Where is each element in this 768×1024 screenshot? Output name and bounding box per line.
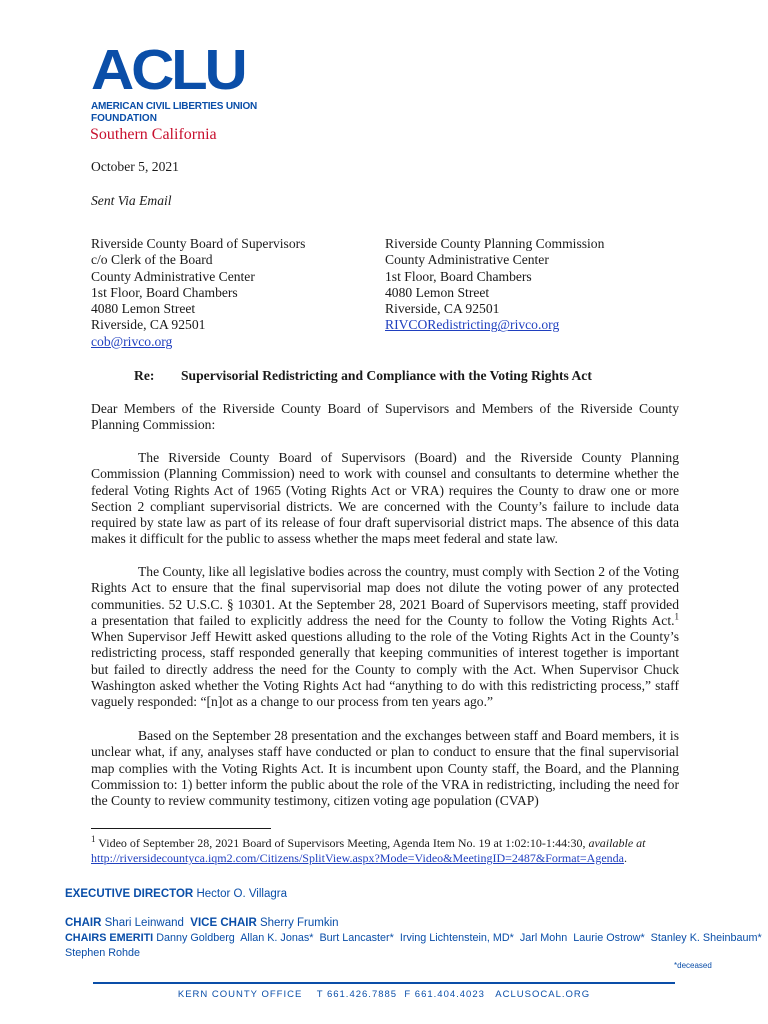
org-foundation: FOUNDATION [91,113,157,124]
address-line: Riverside, CA 92501 [91,317,206,333]
body-paragraph-2: The County, like all legislative bodies across the country, must comply with Section 2 of the Voting Rights Act to ensure that the final supervisorial map does not dilute the voting power of any protected communities. 52 U.S.C. § 10301. At the September 28, 2021 Board of Supervisors meeting, staff provided a presentation that failed to explicitly address the need for the County to follow the Voting Rights Act.$^1$ When Supervisor Jeff Hewitt asked questions alluding to the role of the Voting Rights Act in the County’s redistricting process, staff responded generally that keeping communities of interest together is important but failed to directly address the need for the County to comply with the Act. When Supervisor Chuck Washington asked whether the Voting Rights Act had “anything to do with this redistricting process,” staff vaguely responded: “[n]ot as a change to our process from ten years ago.” [91,564,679,710]
delivery-method: Sent Via Email [91,193,172,208]
chairs-emeriti: CHAIRS EMERITI Danny Goldberg Allan K. Jonas* Burt Lancaster* Irving Lichtenstein, MD* Jarl Mohn Laurie Ostrow* Stanley K. Sheinbaum* [65,932,762,944]
body-paragraph-1: The Riverside County Board of Supervisors (Board) and the Riverside County Planning Commission (Planning Commission) need to work with counsel and consultants to determine whether the federal Voting Rights Act of 1965 (Voting Rights Act or VRA) requires the County to draw one or more Section 2 compliant supervisorial districts. We are concerned with the County’s failure to include data required by state law as part of its release of four draft supervisorial district maps. The absence of this data makes it difficult for the public to assess whether the maps meet federal and state law. [91,450,679,547]
chairs-line: CHAIR Shari Leinwand VICE CHAIR Sherry Frumkin [65,917,339,929]
footnote: $^1$ Video of September 28, 2021 Board of Supervisors Meeting, Agenda Item No. 19 at 1:02:10-1:44:30, available at http://riversidecountyca.iqm2.com/Citizens/SplitView.aspx?Mode=Video&MeetingID=2487&Format=Agenda. [91,834,646,865]
deceased-note: *deceased [674,961,712,970]
org-name: AMERICAN CIVIL LIBERTIES UNION [91,101,258,112]
office-contact: KERN COUNTY OFFICE T 661.426.7885 F 661.404.4023 ACLUSOCAL.ORG [177,989,591,1000]
address-line: Riverside, CA 92501 [385,301,500,317]
footnote-ref[interactable]: 1 [674,611,679,622]
address-line: County Administrative Center [385,252,549,268]
footer-rule [93,982,675,984]
address-line: 1st Floor, Board Chambers [91,284,238,300]
footnote-divider [91,828,271,829]
address-line: Riverside County Board of Supervisors [91,236,306,251]
body-paragraph-3: Based on the September 28 presentation and the exchanges between staff and Board members, it is unclear what, if any, analyses staff have conducted or plan to conduct to ensure that the final supervisorial map complies with the Voting Rights Act. It is incumbent upon County staff, the Board, and the Planning Commission to: 1) better inform the public about the role of the VRA in redistricting, including the need for the County to review community testimony, citizen voting age population (CVAP) [91,728,679,809]
aclu-logo: ACLU [91,38,245,102]
re-subject: Supervisorial Redistricting and Compliance with the Voting Rights Act [181,368,592,383]
re-label: Re: [134,368,155,383]
address-line: County Administrative Center [91,268,255,284]
chairs-emeriti-cont: Stephen Rohde [65,947,141,959]
address-line: 4080 Lemon Street [385,284,490,300]
letter-date: October 5, 2021 [91,159,179,174]
address-line: c/o Clerk of the Board [91,252,213,268]
footnote-link[interactable]: http://riversidecountyca.iqm2.com/Citizens/SplitView.aspx?Mode=Video&MeetingID=2487&Format=Agenda [91,851,624,865]
recipient-address-left [91,236,305,350]
email-link-cob[interactable]: cob@rivco.org [91,333,173,349]
executive-director: EXECUTIVE DIRECTOR Hector O. Villagra [65,888,287,900]
address-line: 1st Floor, Board Chambers [385,268,532,284]
address-line: 4080 Lemon Street [91,301,196,317]
org-region: Southern California [90,126,217,143]
recipient-address-right [385,236,604,334]
salutation: Dear Members of the Riverside County Board of Supervisors and Members of the Riverside County Planning Commission: [91,401,679,433]
address-line: Riverside County Planning Commission [385,236,605,251]
email-link-redistricting[interactable]: RIVCORedistricting@rivco.org [385,317,560,333]
